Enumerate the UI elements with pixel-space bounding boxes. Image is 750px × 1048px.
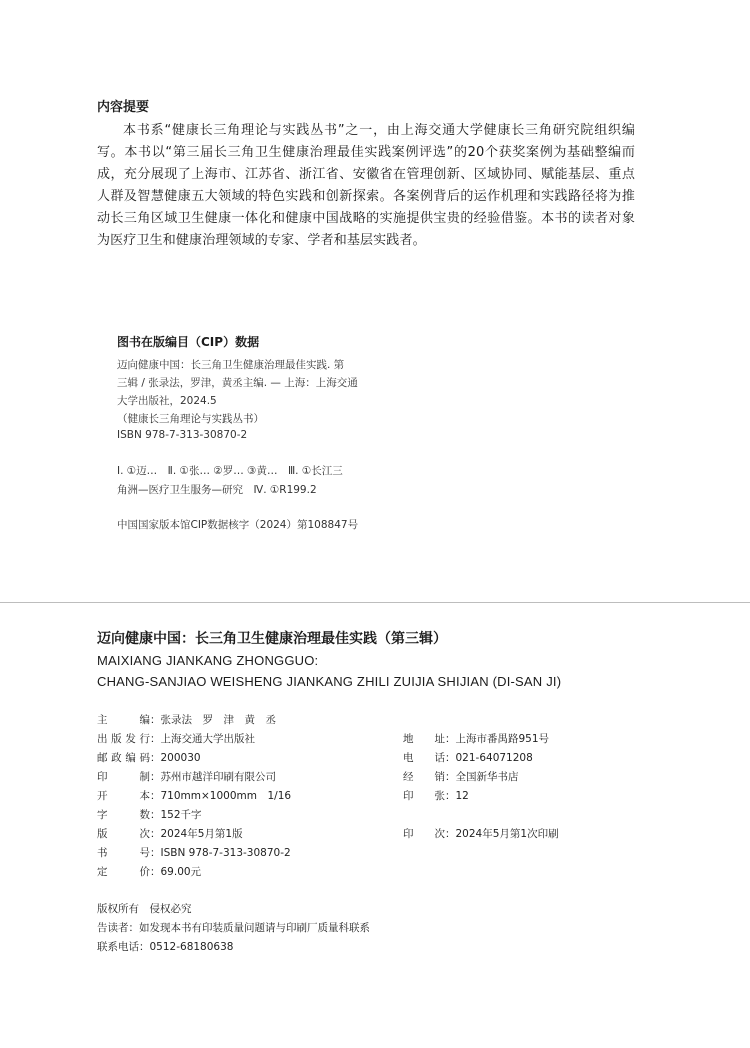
info-price: 定价：69.00元 — [97, 866, 202, 878]
info-postcode: 邮政编码：200030 — [97, 752, 201, 764]
cip-line: 大学出版社，2024.5 — [117, 395, 217, 407]
book-title-cn: 迈向健康中国：长三角卫生健康治理最佳实践（第三辑） — [97, 631, 447, 647]
info-publisher: 出版发行：上海交通大学出版社 — [97, 733, 255, 745]
cip-isbn: ISBN 978-7-313-30870-2 — [117, 429, 248, 441]
cip-line: （健康长三角理论与实践丛书） — [117, 413, 264, 425]
cip-record-number: 中国国家版本馆CIP数据核字（2024）第108847号 — [117, 519, 359, 531]
info-sheets: 印张：12 — [403, 790, 469, 802]
info-printing: 印次：2024年5月第1次印刷 — [403, 828, 559, 840]
cip-heading: 图书在版编目（CIP）数据 — [117, 335, 260, 349]
summary-body — [97, 120, 635, 252]
info-word-count: 字数：152千字 — [97, 809, 202, 821]
cip-classification: 角洲—医疗卫生服务—研究 Ⅳ. ①R199.2 — [117, 484, 317, 496]
cip-line: 三辑 / 张录法，罗津，黄丞主编. — 上海：上海交通 — [117, 377, 358, 389]
info-isbn: 书号：ISBN 978-7-313-30870-2 — [97, 847, 291, 859]
summary-heading: 内容提要 — [97, 100, 150, 115]
info-distributor: 经销：全国新华书店 — [403, 771, 519, 783]
info-printer: 印制：苏州市越洋印刷有限公司 — [97, 771, 276, 783]
summary-text: 本书系“健康长三角理论与实践丛书”之一，由上海交通大学健康长三角研究院组织编写。本书以“第三届长三角卫生健康治理最佳实践案例评选”的20个获奖案例为基础整编而成，充分展现了上海市、江苏省、浙江省、安徽省在管理创新、区域协同、赋能基层、重点人群及智慧健康五大领域的特色实践和创新探索。各案例背后的运作机理和实践路径将为推动长三角区域卫生健康一体化和健康中国战略的实施提供宝贵的经验借鉴。本书的读者对象为医疗卫生和健康治理领域的专家、学者和基层实践者。 — [97, 123, 635, 248]
cip-classification: Ⅰ. ①迈… Ⅱ. ①张… ②罗… ③黄… Ⅲ. ①长江三 — [117, 465, 343, 477]
reader-notice: 告读者：如发现本书有印装质量问题请与印刷厂质量科联系 — [97, 922, 370, 934]
book-title-pinyin: CHANG-SANJIAO WEISHENG JIANKANG ZHILI ZUIJIA SHIJIAN (DI-SAN JI) — [97, 674, 562, 689]
copyright-notice: 版权所有 侵权必究 — [97, 903, 192, 915]
contact-phone: 联系电话：0512-68180638 — [97, 941, 234, 953]
info-format: 开本：710mm×1000mm 1/16 — [97, 790, 292, 802]
book-title-pinyin: MAIXIANG JIANKANG ZHONGGUO: — [97, 653, 319, 668]
cip-line: 迈向健康中国：长三角卫生健康治理最佳实践. 第 — [117, 359, 345, 371]
section-divider — [0, 602, 750, 603]
info-editor: 主编：张录法 罗 津 黄 丞 — [97, 714, 276, 726]
info-address: 地址：上海市番禺路951号 — [403, 733, 550, 745]
info-phone: 电话：021-64071208 — [403, 752, 533, 764]
info-edition: 版次：2024年5月第1版 — [97, 828, 243, 840]
